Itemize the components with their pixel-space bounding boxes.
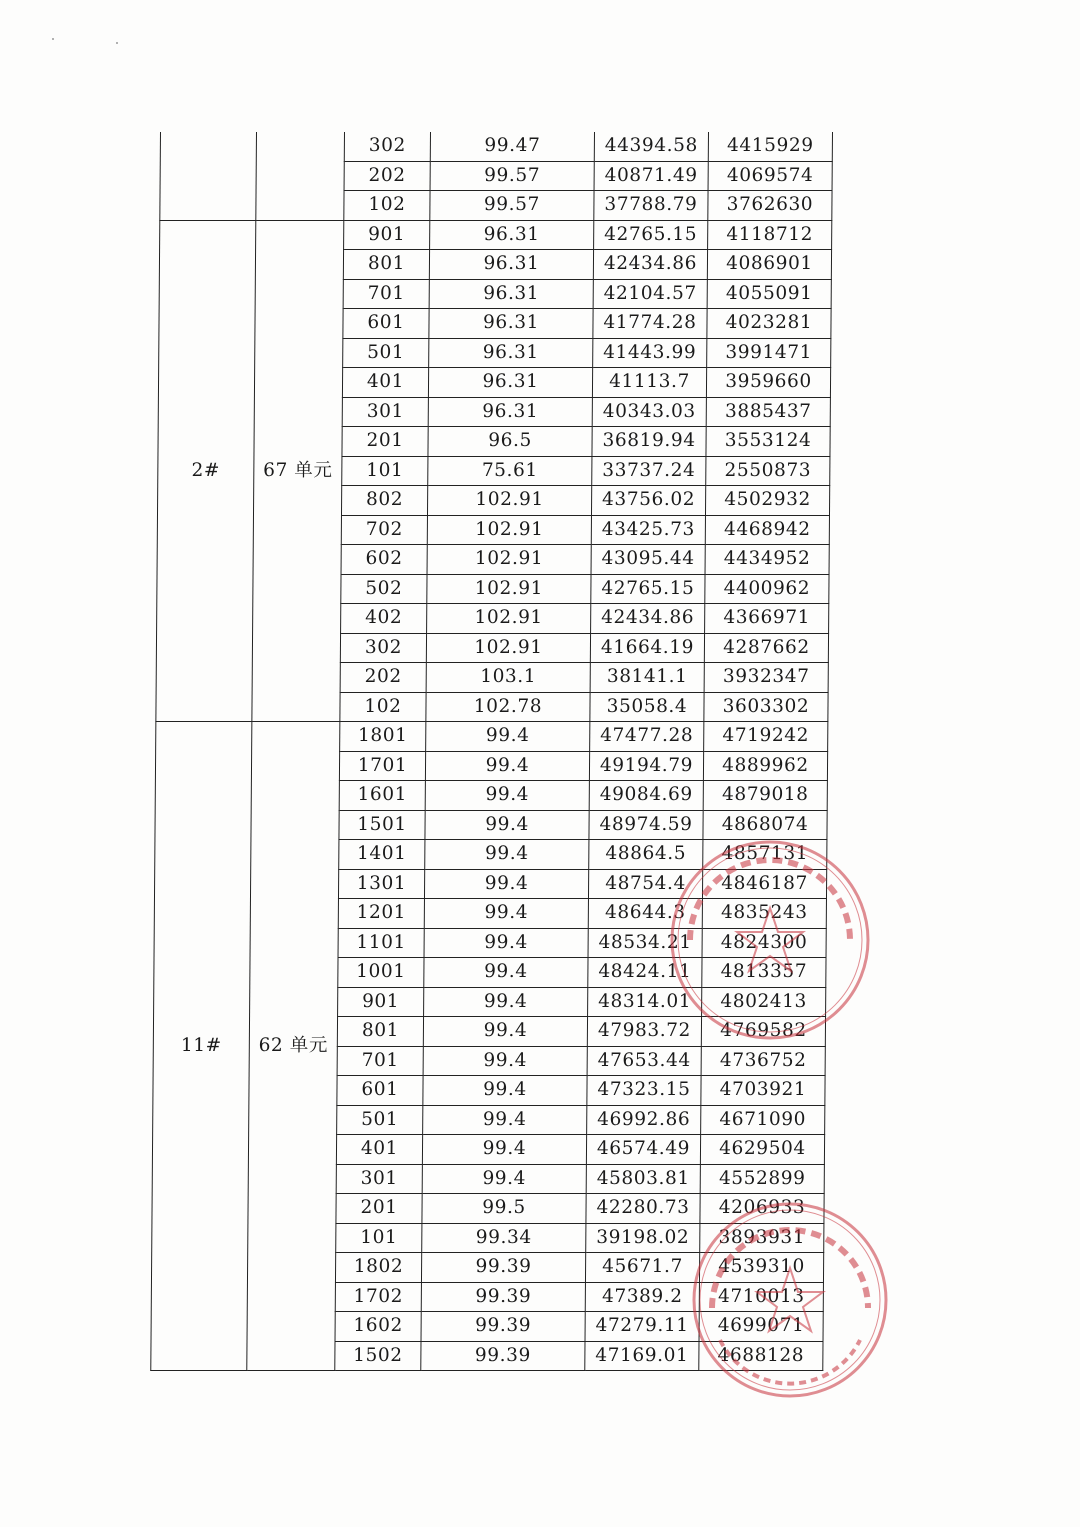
room-number-cell: 202 (340, 663, 426, 693)
area-cell: 99.4 (424, 928, 588, 958)
area-cell: 102.91 (427, 486, 591, 516)
building-cell: 2# (156, 220, 256, 722)
area-cell: 99.4 (422, 1164, 586, 1194)
area-cell: 102.91 (426, 633, 590, 663)
table-row (160, 132, 832, 161)
unit-price-cell: 47477.28 (590, 722, 704, 752)
unit-price-cell: 48534.21 (588, 928, 702, 958)
total-price-cell: 4671090 (701, 1105, 825, 1135)
unit-price-cell: 47279.11 (585, 1312, 699, 1342)
total-price-cell: 4366971 (705, 604, 829, 634)
total-price-cell: 4736752 (701, 1046, 825, 1076)
total-price-cell: 3553124 (706, 427, 830, 457)
unit-price-cell: 48424.11 (588, 958, 702, 988)
area-cell: 99.39 (421, 1341, 585, 1371)
area-cell: 99.4 (424, 869, 588, 899)
room-number-cell: 1001 (338, 958, 424, 988)
total-price-cell: 3991471 (707, 338, 831, 368)
area-cell: 96.31 (429, 250, 593, 280)
area-cell: 96.31 (428, 397, 592, 427)
unit-price-cell: 46992.86 (587, 1105, 701, 1135)
total-price-cell: 4415929 (708, 132, 832, 161)
unit-price-cell: 42434.86 (593, 250, 707, 280)
area-cell: 99.4 (425, 751, 589, 781)
unit-price-cell: 47389.2 (585, 1282, 699, 1312)
unit-price-cell: 43425.73 (591, 515, 705, 545)
area-cell: 99.4 (424, 987, 588, 1017)
room-number-cell: 401 (336, 1135, 422, 1165)
unit-price-cell: 41664.19 (590, 633, 704, 663)
room-number-cell: 801 (337, 1017, 423, 1047)
room-number-cell: 402 (341, 604, 427, 634)
area-cell: 99.4 (422, 1135, 586, 1165)
area-cell: 99.4 (424, 899, 588, 929)
unit-price-cell: 40343.03 (592, 397, 706, 427)
unit-price-cell: 42765.15 (591, 574, 705, 604)
total-price-cell: 4846187 (702, 869, 826, 899)
total-price-cell: 4069574 (708, 161, 832, 191)
price-table (150, 132, 833, 1371)
area-cell: 103.1 (426, 663, 590, 693)
room-number-cell: 601 (343, 309, 429, 339)
area-cell: 96.31 (429, 338, 593, 368)
room-number-cell: 801 (343, 250, 429, 280)
area-cell: 99.4 (424, 958, 588, 988)
area-cell: 99.5 (422, 1194, 586, 1224)
room-number-cell: 701 (337, 1046, 423, 1076)
area-cell: 99.34 (422, 1223, 586, 1253)
scan-speck (116, 42, 118, 44)
unit-price-cell: 45671.7 (585, 1253, 699, 1283)
unit-price-cell: 42104.57 (593, 279, 707, 309)
room-number-cell: 1601 (339, 781, 425, 811)
total-price-cell: 4699071 (699, 1312, 823, 1342)
unit-price-cell: 48314.01 (588, 987, 702, 1017)
room-number-cell: 202 (344, 161, 430, 191)
unit-price-cell: 47323.15 (587, 1076, 701, 1106)
room-number-cell: 302 (340, 633, 426, 663)
unit-price-cell: 42434.86 (591, 604, 705, 634)
area-cell: 96.5 (428, 427, 592, 457)
room-number-cell: 601 (337, 1076, 423, 1106)
total-price-cell: 4857131 (703, 840, 827, 870)
room-number-cell: 1801 (340, 722, 426, 752)
area-cell: 99.4 (425, 781, 589, 811)
total-price-cell: 3762630 (708, 191, 832, 221)
total-price-cell: 4287662 (704, 633, 828, 663)
area-cell: 96.31 (428, 368, 592, 398)
area-cell: 102.91 (427, 515, 591, 545)
total-price-cell: 4468942 (705, 515, 829, 545)
total-price-cell: 4086901 (707, 250, 831, 280)
area-cell: 99.4 (423, 1017, 587, 1047)
unit-price-cell: 44394.58 (594, 132, 708, 161)
room-number-cell: 602 (341, 545, 427, 575)
room-number-cell: 901 (344, 220, 430, 250)
total-price-cell: 4206933 (700, 1194, 824, 1224)
unit-price-cell: 37788.79 (594, 191, 708, 221)
total-price-cell: 4629504 (700, 1135, 824, 1165)
table-row (160, 220, 832, 250)
building-cell: 11# (151, 722, 252, 1371)
area-cell: 102.91 (427, 545, 591, 575)
area-cell: 99.39 (421, 1282, 585, 1312)
total-price-cell: 3932347 (704, 663, 828, 693)
unit-price-cell: 48974.59 (589, 810, 703, 840)
total-price-cell: 4835243 (702, 899, 826, 929)
room-number-cell: 1602 (335, 1312, 421, 1342)
unit-price-cell: 48754.4 (588, 869, 702, 899)
total-price-cell: 4434952 (705, 545, 829, 575)
total-price-cell: 4539310 (699, 1253, 823, 1283)
area-cell: 99.4 (423, 1105, 587, 1135)
room-number-cell: 1501 (339, 810, 425, 840)
room-number-cell: 101 (342, 456, 428, 486)
price-table-body (151, 132, 833, 1371)
unit-price-cell: 49194.79 (589, 751, 703, 781)
total-price-cell: 4868074 (703, 810, 827, 840)
unit-price-cell: 47653.44 (587, 1046, 701, 1076)
room-number-cell: 1101 (338, 928, 424, 958)
room-number-cell: 201 (342, 427, 428, 457)
area-cell: 96.31 (429, 279, 593, 309)
room-number-cell: 302 (344, 132, 430, 161)
room-number-cell: 701 (343, 279, 429, 309)
total-price-cell: 4400962 (705, 574, 829, 604)
total-price-cell: 4710013 (699, 1282, 823, 1312)
room-number-cell: 401 (342, 368, 428, 398)
room-number-cell: 1401 (339, 840, 425, 870)
room-number-cell: 102 (344, 191, 430, 221)
total-price-cell: 4118712 (708, 220, 832, 250)
room-number-cell: 1201 (338, 899, 424, 929)
unit-price-cell: 49084.69 (589, 781, 703, 811)
area-cell: 75.61 (428, 456, 592, 486)
room-number-cell: 1502 (335, 1341, 421, 1371)
room-number-cell: 1701 (339, 751, 425, 781)
area-cell: 102.78 (426, 692, 590, 722)
room-number-cell: 301 (342, 397, 428, 427)
room-number-cell: 901 (338, 987, 424, 1017)
unit-cell: 62 单元 (247, 722, 340, 1371)
room-number-cell: 702 (341, 515, 427, 545)
total-price-cell: 3893931 (700, 1223, 824, 1253)
room-number-cell: 1802 (335, 1253, 421, 1283)
unit-price-cell: 42765.15 (594, 220, 708, 250)
building-cell (160, 132, 257, 220)
room-number-cell: 102 (340, 692, 426, 722)
total-price-cell: 3885437 (706, 397, 830, 427)
unit-price-cell: 35058.4 (590, 692, 704, 722)
total-price-cell: 4502932 (705, 486, 829, 516)
area-cell: 99.4 (423, 1076, 587, 1106)
total-price-cell: 4703921 (701, 1076, 825, 1106)
area-cell: 99.4 (426, 722, 590, 752)
total-price-cell: 4688128 (699, 1341, 823, 1371)
area-cell: 102.91 (427, 604, 591, 634)
total-price-cell: 4023281 (707, 309, 831, 339)
room-number-cell: 501 (337, 1105, 423, 1135)
room-number-cell: 501 (343, 338, 429, 368)
unit-price-cell: 40871.49 (594, 161, 708, 191)
unit-price-cell: 43095.44 (591, 545, 705, 575)
area-cell: 99.4 (425, 810, 589, 840)
unit-price-cell: 45803.81 (586, 1164, 700, 1194)
total-price-cell: 4055091 (707, 279, 831, 309)
area-cell: 96.31 (430, 220, 594, 250)
unit-price-cell: 38141.1 (590, 663, 704, 693)
unit-cell (256, 132, 345, 220)
total-price-cell: 4889962 (703, 751, 827, 781)
area-cell: 96.31 (429, 309, 593, 339)
unit-price-cell: 41443.99 (593, 338, 707, 368)
total-price-cell: 3959660 (706, 368, 830, 398)
unit-price-cell: 43756.02 (591, 486, 705, 516)
room-number-cell: 301 (336, 1164, 422, 1194)
area-cell: 99.57 (430, 161, 594, 191)
room-number-cell: 101 (336, 1223, 422, 1253)
total-price-cell: 4769582 (701, 1017, 825, 1047)
room-number-cell: 1702 (335, 1282, 421, 1312)
unit-price-cell: 39198.02 (586, 1223, 700, 1253)
total-price-cell: 4813357 (702, 958, 826, 988)
area-cell: 99.57 (430, 191, 594, 221)
unit-price-cell: 46574.49 (586, 1135, 700, 1165)
area-cell: 99.4 (425, 840, 589, 870)
total-price-cell: 4719242 (704, 722, 828, 752)
total-price-cell: 4824300 (702, 928, 826, 958)
area-cell: 102.91 (427, 574, 591, 604)
unit-price-cell: 41113.7 (592, 368, 706, 398)
unit-price-cell: 33737.24 (592, 456, 706, 486)
unit-cell: 67 单元 (252, 220, 344, 722)
unit-price-cell: 48644.3 (588, 899, 702, 929)
area-cell: 99.39 (421, 1312, 585, 1342)
unit-price-cell: 42280.73 (586, 1194, 700, 1224)
total-price-cell: 4802413 (702, 987, 826, 1017)
total-price-cell: 3603302 (704, 692, 828, 722)
scan-speck (52, 38, 54, 40)
total-price-cell: 2550873 (706, 456, 830, 486)
area-cell: 99.47 (430, 132, 594, 161)
unit-price-cell: 48864.5 (589, 840, 703, 870)
room-number-cell: 502 (341, 574, 427, 604)
room-number-cell: 802 (341, 486, 427, 516)
unit-price-cell: 41774.28 (593, 309, 707, 339)
room-number-cell: 1301 (338, 869, 424, 899)
table-row (156, 722, 828, 752)
unit-price-cell: 47169.01 (585, 1341, 699, 1371)
area-cell: 99.39 (421, 1253, 585, 1283)
total-price-cell: 4552899 (700, 1164, 824, 1194)
unit-price-cell: 36819.94 (592, 427, 706, 457)
total-price-cell: 4879018 (703, 781, 827, 811)
unit-price-cell: 47983.72 (587, 1017, 701, 1047)
area-cell: 99.4 (423, 1046, 587, 1076)
room-number-cell: 201 (336, 1194, 422, 1224)
